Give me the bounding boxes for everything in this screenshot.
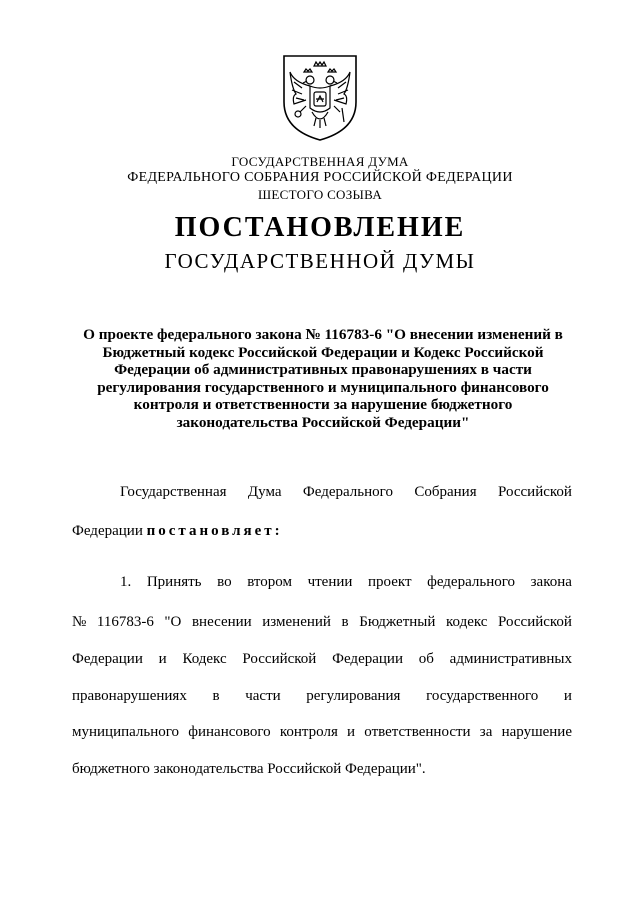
body-word: контроля (279, 724, 338, 740)
issuer-line-3: ШЕСТОГО СОЗЫВА (257, 187, 383, 202)
body-word: "О (164, 614, 182, 630)
coat-of-arms-emblem-icon (276, 52, 364, 144)
body-word: правонарушениях (72, 688, 187, 704)
body-word: административных (449, 651, 572, 667)
preamble-text: Федерации (72, 523, 147, 539)
body-word: ответственности (364, 724, 471, 740)
subject-line: Бюджетный кодекс Российской Федерации и Кодекс Российской (102, 343, 544, 361)
body-word: и (347, 724, 356, 740)
body-word: части (245, 688, 281, 704)
preamble-word: Государственная (120, 484, 227, 500)
body-word: 1. (120, 574, 132, 590)
subject-line: О проекте федерального закона № 116783-6 "О внесении изменений в (83, 326, 563, 343)
body-word: государственного (426, 688, 539, 704)
document-subject (70, 326, 576, 432)
body-word: изменений (262, 614, 331, 630)
body-line (72, 688, 572, 705)
preamble-line-2 (72, 523, 572, 540)
preamble-word: Дума (247, 484, 282, 500)
body-word: втором (247, 574, 292, 590)
preamble-line-1 (72, 484, 572, 501)
body-word: 116783-6 (96, 614, 154, 630)
body-word: и (563, 688, 572, 704)
body-word: № (72, 614, 87, 630)
body-word: проект (368, 574, 412, 590)
preamble-resolves: постановляет: (146, 523, 283, 539)
subject-line: регулирования государственного и муниципального финансового (97, 378, 549, 396)
preamble-word: Собрания (414, 484, 477, 500)
body-word: муниципального (72, 724, 180, 740)
document-title: ПОСТАНОВЛЕНИЕ (174, 212, 466, 243)
subject-line: контроля и ответственности за нарушение бюджетного (133, 396, 513, 414)
body-word: бюджетного законодательства Российской Федерации". (72, 761, 426, 777)
body-line (72, 651, 572, 668)
body-word: регулирования (306, 688, 401, 704)
body-word: закона (530, 574, 572, 590)
issuer-line-2: ФЕДЕРАЛЬНОГО СОБРАНИЯ РОССИЙСКОЙ ФЕДЕРАЦИИ (127, 170, 513, 185)
body-word: федерального (427, 574, 516, 590)
body-word: Кодекс (182, 651, 227, 667)
body-word: за (479, 724, 493, 740)
body-word: об (418, 651, 434, 667)
body-word: Российской (498, 614, 572, 630)
body-word: Принять (146, 574, 202, 590)
body-word: внесении (191, 614, 252, 630)
body-word: финансового (188, 724, 271, 740)
body-line (72, 614, 572, 631)
preamble-word: Федерального (302, 484, 393, 500)
body-word: в (341, 614, 349, 630)
body-word: Российской (242, 651, 317, 667)
body-word: нарушение (501, 724, 572, 740)
body-word: в (212, 688, 220, 704)
body-word: кодекс (445, 614, 488, 630)
issuer-line-1: ГОСУДАРСТВЕННАЯ ДУМА (231, 154, 409, 169)
body-word: и (158, 651, 167, 667)
preamble-word: Российской (498, 484, 572, 500)
subject-line: Федерации об административных правонарушениях в части (114, 361, 532, 379)
body-word: во (217, 574, 232, 590)
body-word: чтении (307, 574, 353, 590)
body-word: Бюджетный (359, 614, 436, 630)
body-word: Федерации (72, 651, 143, 667)
body-word: Федерации (332, 651, 403, 667)
body-line (72, 574, 572, 591)
body-line (72, 724, 572, 741)
subject-line: законодательства Российской Федерации" (176, 413, 470, 431)
document-subtitle: ГОСУДАРСТВЕННОЙ ДУМЫ (164, 249, 476, 273)
body-line (72, 761, 572, 778)
